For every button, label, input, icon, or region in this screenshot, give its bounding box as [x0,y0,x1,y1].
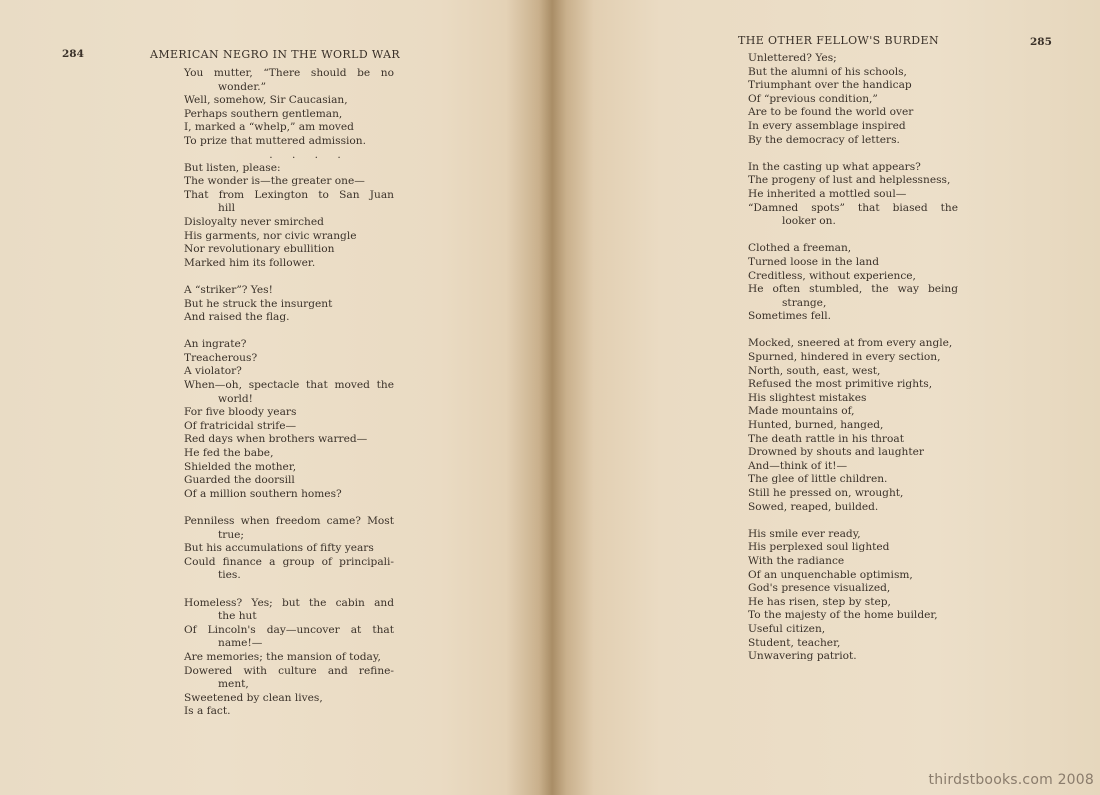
poem-line: Dowered with culture and refine- ment, [184,664,394,691]
poem-line: Creditless, without experience, [748,269,916,282]
poem-line: Unwavering patriot. [748,650,857,663]
poem-line: Of an unquenchable optimism, [748,568,913,581]
poem-line: An ingrate? [184,338,247,351]
poem-line: Of fratricidal strife— [184,419,297,432]
poem-line: He inherited a mottled soul— [748,187,907,200]
poem-line: His smile ever ready, [748,527,861,540]
poem-line: Nor revolutionary ebullition [184,243,335,256]
poem-line: But his accumulations of fifty years [184,542,374,555]
poem-line: Is a fact. [184,705,231,718]
poem-line: Mocked, sneered at from every angle, [748,337,953,350]
poem-line: Homeless? Yes; but the cabin and the hut [184,596,394,623]
poem-line: Refused the most primitive rights, [748,378,933,391]
poem-line: By the democracy of letters. [748,133,900,146]
poem-line: He has risen, step by step, [748,595,891,608]
poem-line: A “striker”? Yes! [184,283,273,296]
poem-line: To the majesty of the home builder, [748,609,938,622]
section-break-ellipsis: . . . . [269,148,349,161]
poem-line: God's presence visualized, [748,582,891,595]
poem-line: But the alumni of his schools, [748,65,907,78]
poem-line: Red days when brothers warred— [184,433,368,446]
poem-line: “Damned spots” that biased the looker on. [748,201,958,228]
poem-line: The death rattle in his throat [748,432,904,445]
poem-line: Sometimes fell. [748,310,832,323]
poem-line: Sowed, reaped, builded. [748,500,879,513]
poem-line: Unlettered? Yes; [748,52,837,64]
poem-line: His garments, nor civic wrangle [184,229,357,242]
page-number: 285 [1030,36,1052,48]
poem-line: In the casting up what appears? [748,160,921,173]
poem-line: The glee of little children. [748,473,888,486]
poem-line: He often stumbled, the way being strange, [748,283,958,309]
poem-line: Spurned, hindered in every section, [748,351,941,364]
poem-line: The wonder is—the greater one— [184,175,365,188]
poem-line: Student, teacher, [748,636,841,649]
poem-line: Could finance a group of principali- ties. [184,555,394,582]
poem-text [748,52,958,664]
poem-line: Marked him its follower. [184,256,316,269]
poem-line: Clothed a freeman, [748,242,852,255]
poem-line: Drowned by shouts and laughter [748,446,924,459]
poem-line: Disloyalty never smirched [184,215,324,228]
stanza-gap [748,514,958,528]
poem-line: Turned loose in the land [748,255,880,268]
stanza-gap [184,583,394,597]
poem-line: And—think of it!— [748,459,848,472]
poem-line: Well, somehow, Sir Caucasian, [184,94,348,107]
poem-line: His perplexed soul lighted [748,541,890,554]
poem-line: Perhaps southern gentleman, [184,107,343,120]
poem-line: Made mountains of, [748,405,855,418]
poem-line: His slightest mistakes [748,391,867,404]
poem-line: A violator? [184,365,242,378]
poem-line: That from Lexington to San Juan hill [184,188,394,215]
poem-line: Sweetened by clean lives, [184,691,323,704]
poem-line: In every assemblage inspired [748,119,906,132]
poem-line: Guarded the doorsill [184,474,295,487]
poem-line: Penniless when freedom came? Most true; [184,515,394,541]
stanza-gap [184,270,394,284]
poem-line: With the radiance [748,554,845,567]
poem-line: When—oh, spectacle that moved the world! [184,379,394,405]
poem-line: But he struck the insurgent [184,297,333,310]
poem-line: And raised the flag. [184,311,290,324]
poem-line: Triumphant over the handicap [748,79,912,92]
watermark: thirdstbooks.com 2008 [928,772,1094,788]
poem-line: You mutter, “There should be no wonder.” [184,67,394,93]
poem-line: Shielded the mother, [184,460,297,473]
stanza-gap [184,501,394,515]
poem-line: But listen, please: [184,161,281,174]
poem-line: Are memories; the mansion of today, [184,650,381,663]
poem-line: The progeny of lust and helplessness, [748,174,951,187]
poem-text [184,67,394,719]
stanza-gap [748,147,958,161]
poem-line: Of a million southern homes? [184,487,342,500]
running-head: AMERICAN NEGRO IN THE WORLD WAR [150,48,401,61]
stanza-gap [184,325,394,339]
stanza-gap [748,324,958,338]
running-head: THE OTHER FELLOW'S BURDEN [738,34,939,47]
poem-line: For five bloody years [184,406,297,419]
poem-line: I, marked a “whelp,” am moved [184,121,354,134]
poem-line: Of “previous condition,” [748,92,878,105]
poem-line: Hunted, burned, hanged, [748,419,884,432]
poem-line: North, south, east, west, [748,364,881,377]
poem-line: Still he pressed on, wrought, [748,487,904,499]
poem-line: To prize that muttered admission. [184,134,366,147]
poem-line: Are to be found the world over [748,106,914,119]
poem-line: Useful citizen, [748,622,826,635]
right-page [552,0,1100,795]
poem-line: Of Lincoln's day—uncover at that name!— [184,623,394,650]
stanza-gap [748,229,958,243]
page-number: 284 [62,48,84,60]
poem-line: He fed the babe, [184,447,274,460]
poem-line: Treacherous? [184,351,258,364]
